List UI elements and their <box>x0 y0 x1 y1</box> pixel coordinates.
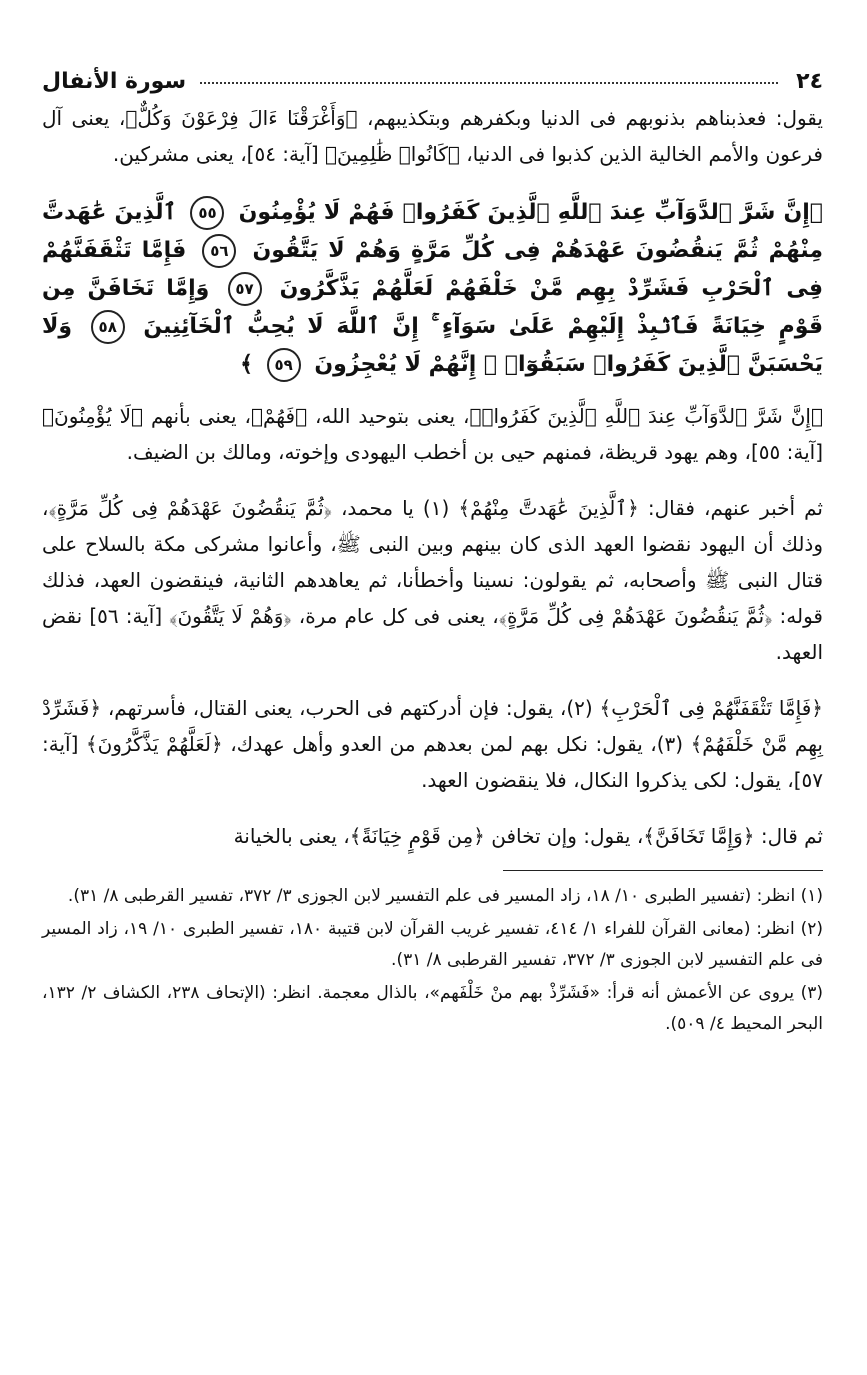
commentary-paragraph: ﴿فَإِمَّا تَثْقَفَنَّهُمْ فِى ٱلْحَرْبِ﴾ (٢)، يقول: فإن أدركتهم فى الحرب، يعنى القتال، فأسرتهم، ﴿فَشَرِّدْ بِهِم مَّنْ خَلْفَهُمْ﴾ (٣)، يقول: نكل بهم لمن بعدهم من العدو وأهل عهدك، ﴿لَعَلَّهُمْ يَذَّكَّرُونَ﴾ [آية: ٥٧]، يقول: لكى يذكروا النكال، فلا ينقضون العهد. <box>42 696 823 792</box>
verse-text: وَإِمَّا تَخَافَنَّ مِن قَوْمٍ خِيَانَةً فَٱنۢبِذْ إِلَيْهِمْ عَلَىٰ سَوَآءٍ ۚ إِنَّ ٱللَّهَ لَا يُحِبُّ ٱلْخَآئِنِينَ <box>42 276 823 339</box>
ayah-number-marker: ٥٨ <box>91 310 125 344</box>
verse-text: فَإِمَّا تَثْقَفَنَّهُمْ فِى ٱلْحَرْبِ فَشَرِّدْ بِهِم مَّنْ خَلْفَهُمْ لَعَلَّهُمْ يَذَّكَّرُونَ <box>42 238 823 301</box>
verse-close-bracket: ﴾ <box>240 352 253 377</box>
footnote-separator <box>503 870 823 871</box>
surah-title: سورة الأنفال <box>42 69 187 94</box>
ayah-number-marker: ٥٥ <box>190 196 224 230</box>
verse-text: ٱلَّذِينَ عَٰهَدتَّ مِنْهُمْ ثُمَّ يَنقُضُونَ عَهْدَهُمْ فِى كُلِّ مَرَّةٍ وَهُمْ لَا يَتَّقُونَ <box>42 200 823 263</box>
page-number: ٢٤ <box>796 69 823 94</box>
dotted-leader <box>200 82 778 84</box>
verse-text: ﴿إِنَّ شَرَّ ٱلدَّوَآبِّ عِندَ ٱللَّهِ ٱلَّذِينَ كَفَرُوا۟ فَهُمْ لَا يُؤْمِنُونَ <box>238 200 823 225</box>
verse-text: وَلَا يَحْسَبَنَّ ٱلَّذِينَ كَفَرُوا۟ سَبَقُوٓا۟ ۚ إِنَّهُمْ لَا يُعْجِزُونَ <box>42 314 823 377</box>
commentary-paragraph: ثم قال: ﴿وَإِمَّا تَخَافَنَّ﴾، يقول: وإن تخافن ﴿مِن قَوْمٍ خِيَانَةً﴾، يعنى بالخيانة <box>233 824 823 848</box>
ayah-number-marker: ٥٩ <box>267 348 301 382</box>
commentary-paragraph: يقول: فعذبناهم بذنوبهم فى الدنيا وبكفرهم وبتكذيبهم، ﴿وَأَغْرَقْنَا ءَالَ فِرْعَوْنَ وَكُلٌّ﴾، يعنى آل فرعون والأمم الخالية الذين كذبوا فى الدنيا، ﴿كَانُوا۟ ظَٰلِمِينَ﴾ [آية: ٥٤]، يعنى مشركين. <box>42 106 823 166</box>
footnote: (١) انظر: (تفسير الطبرى ١٠/ ١٨، زاد المسير فى علم التفسير لابن الجوزى ٣/ ٣٧٢، تفسير القرطبى ٨/ ٣١). <box>67 886 823 906</box>
footnote: (٢) انظر: (معانى القرآن للفراء ١/ ٤١٤، تفسير غريب القرآن لابن قتيبة ١٨٠، تفسير الطبرى ١٠/ ١٩، زاد المسير فى علم التفسير لابن الجوزى ٣/ ٣٧٢، تفسير القرطبى ٨/ ٣١). <box>42 919 823 970</box>
quran-verses-block <box>42 194 823 384</box>
commentary-paragraph: ﴿إِنَّ شَرَّ ٱلدَّوَآبِّ عِندَ ٱللَّهِ ٱلَّذِينَ كَفَرُوا۟﴾، يعنى بتوحيد الله، ﴿فَهُمْ﴾، يعنى بأنهم ﴿لَا يُؤْمِنُونَ﴾ [آية: ٥٥]، وهم يهود قريظة، فمنهم حيى بن أخطب اليهودى وإخوته، ومالك بن الضيف. <box>42 404 823 464</box>
footnote: (٣) يروى عن الأعمش أنه قرأ: «فَشَرِّذْ بهم منْ خَلْفَهم»، بالذال معجمة. انظر: (الإتحاف ٢٣٨، الكشاف ٢/ ١٣٢، البحر المحيط ٤/ ٥٠٩). <box>42 983 824 1034</box>
ayah-number-marker: ٥٦ <box>202 234 236 268</box>
page-header <box>42 54 823 94</box>
commentary-paragraph: ثم أخبر عنهم، فقال: ﴿ٱلَّذِينَ عَٰهَدتَّ مِنْهُمْ﴾ (١) يا محمد، ﴿ثُمَّ يَنقُضُونَ عَهْدَهُمْ فِى كُلِّ مَرَّةٍ﴾، وذلك أن اليهود نقضوا العهد الذى كان بينهم وبين النبى ﷺ، وأعانوا مشركى مكة بالسلاح على قتال النبى ﷺ وأصحابه، ثم يقولون: نسينا وأخطأنا، ثم يعاهدهم الثانية، فينقضون العهد، فذلك قوله: ﴿ثُمَّ يَنقُضُونَ عَهْدَهُمْ فِى كُلِّ مَرَّةٍ﴾، يعنى فى كل عام مرة، ﴿وَهُمْ لَا يَتَّقُونَ﴾ [آية: ٥٦] نقض العهد. <box>42 496 823 664</box>
ayah-number-marker: ٥٧ <box>228 272 262 306</box>
